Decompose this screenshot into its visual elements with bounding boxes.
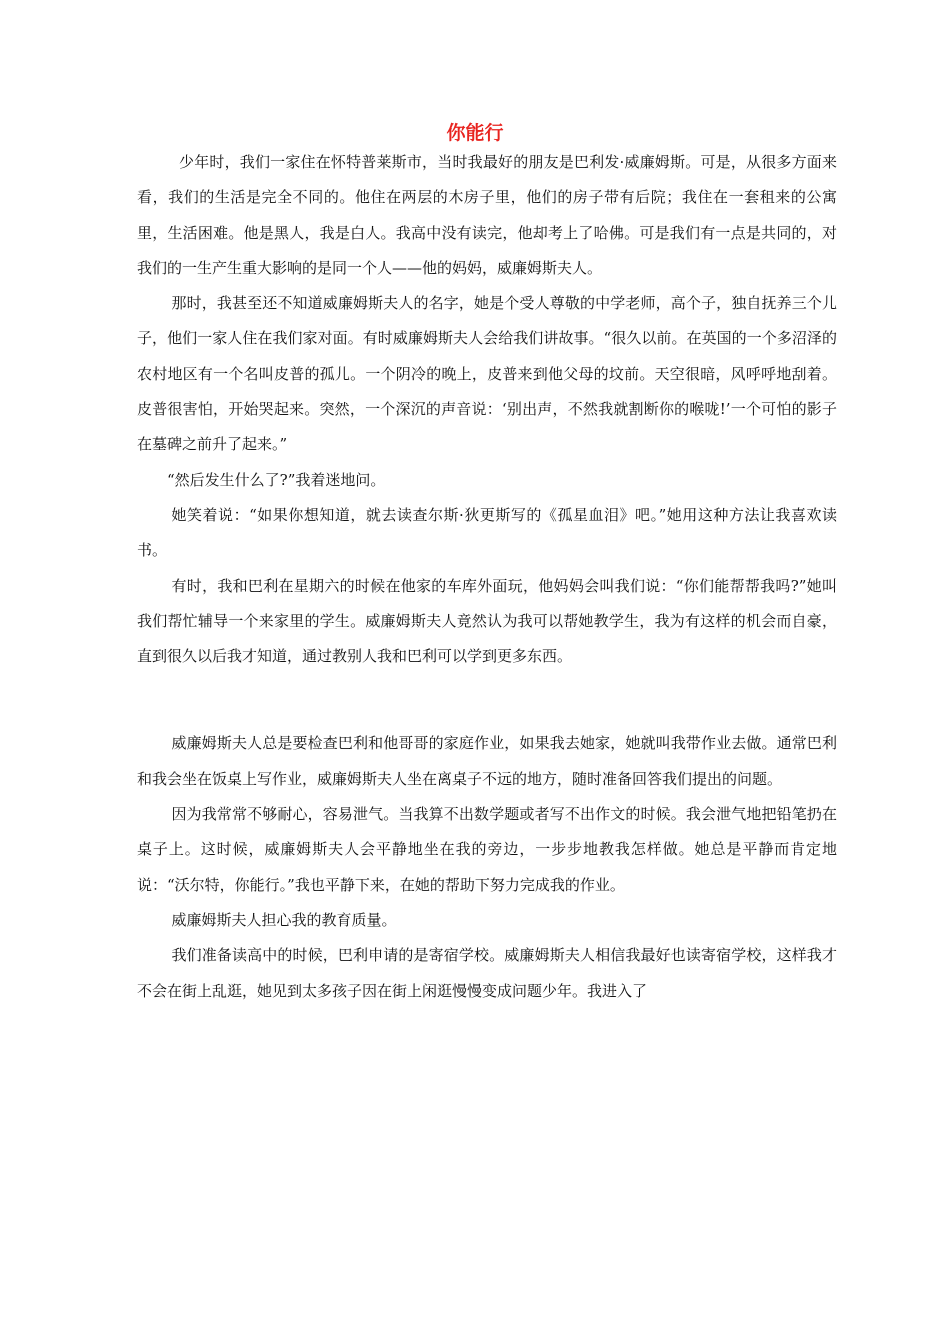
paragraph: 威廉姆斯夫人总是要检查巴利和他哥哥的家庭作业，如果我去她家，她就叫我带作业去做。通常巴利和我会坐在饭桌上写作业，威廉姆斯夫人坐在离桌子不远的地方，随时准备回答我们提出的问题。 — [137, 734, 837, 788]
document-body — [137, 145, 837, 1009]
document-title: 你能行 — [446, 122, 504, 144]
paragraph: 因为我常常不够耐心，容易泄气。当我算不出数学题或者写不出作文的时候。我会泄气地把铅笔扔在桌子上。这时候，威廉姆斯夫人会平静地坐在我的旁边，一步步地教我怎样做。她总是平静而肯定地说：“沃尔特，你能行。”我也平静下来，在她的帮助下努力完成我的作业。 — [137, 805, 837, 894]
paragraph: 威廉姆斯夫人担心我的教育质量。 — [171, 910, 397, 929]
paragraph: “然后发生什么了?”我着迷地问。 — [167, 470, 386, 489]
paragraph: 她笑着说：“如果你想知道，就去读查尔斯·狄更斯写的《孤星血泪》吧。”她用这种方法让我喜欢读书。 — [137, 505, 837, 560]
paragraph: 少年时，我们一家住在怀特普莱斯市，当时我最好的朋友是巴利发·威廉姆斯。可是，从很多方面来看，我们的生活是完全不同的。他住在两层的木房子里，他们的房子带有后院；我住在一套租来的公寓里，生活困难。他是黑人，我是白人。我高中没有读完，他却考上了哈佛。可是我们有一点是共同的，对我们的一生产生重大影响的是同一个人——他的妈妈，威廉姆斯夫人。 — [137, 153, 837, 277]
paragraph: 我们准备读高中的时候，巴利申请的是寄宿学校。威廉姆斯夫人相信我最好也读寄宿学校，这样我才不会在街上乱逛，她见到太多孩子因在街上闲逛慢慢变成问题少年。我进入了 — [137, 946, 837, 1000]
paragraph: 那时，我甚至还不知道威廉姆斯夫人的名字，她是个受人尊敬的中学老师，高个子，独自抚养三个儿子，他们一家人住在我们家对面。有时威廉姆斯夫人会给我们讲故事。“很久以前。在英国的一个多沼泽的农村地区有一个名叫皮普的孤儿。一个阴冷的晚上，皮普来到他父母的坟前。天空很暗，风呼呼地刮着。皮普很害怕，开始哭起来。突然，一个深沉的声音说：‘别出声，不然我就割断你的喉咙!’一个可怕的影子在墓碑之前升了起来。” — [137, 294, 837, 454]
paragraph: 有时，我和巴利在星期六的时候在他家的车库外面玩，他妈妈会叫我们说：“你们能帮帮我吗?”她叫我们帮忙辅导一个来家里的学生。威廉姆斯夫人竟然认为我可以帮她教学生，我为有这样的机会而自豪，直到很久以后我才知道，通过教别人我和巴利可以学到更多东西。 — [137, 576, 837, 666]
